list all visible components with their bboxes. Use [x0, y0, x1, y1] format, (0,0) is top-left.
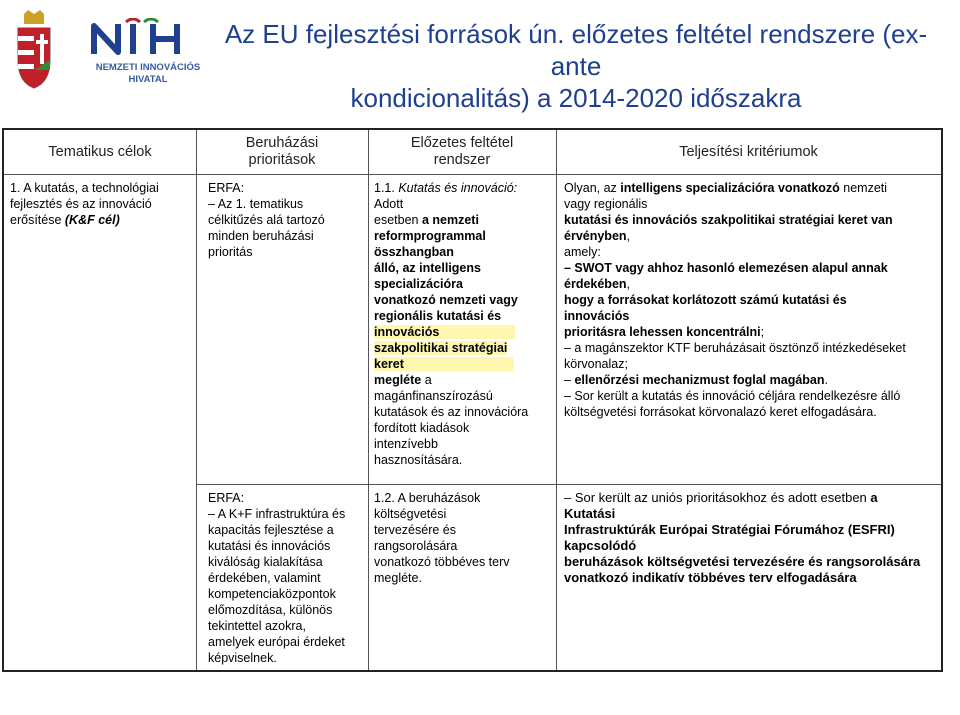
header-fulfilment-criteria: Teljesítési kritériumok: [679, 143, 818, 160]
ex-ante-condition-cell-2: 1.2. A beruházások költségvetési tervezésére és rangsorolására vonatkozó többéves terv megléte.: [374, 491, 510, 585]
header: [0, 0, 960, 128]
row-divider: [196, 484, 941, 485]
thematic-goal-cell: 1. A kutatás, a technológiai fejlesztés és az innováció erősítése (K&F cél): [10, 181, 159, 227]
title-line1: Az EU fejlesztési források ún. előzetes feltétel rendszere (ex-ante: [224, 19, 928, 81]
page-title: [200, 18, 952, 114]
col-divider-1: [196, 130, 197, 670]
investment-priority-cell-1: ERFA: – Az 1. tematikus célkitűzés alá tartozó minden beruházási prioritás: [208, 181, 325, 259]
col-divider-3: [556, 130, 557, 670]
fulfilment-criteria-cell-1: Olyan, az intelligens specializációra vonatkozó nemzeti vagy regionális kutatási és innovációs szakpolitikai stratégiai keret van érvényben, amely: – SWOT vagy ahhoz hasonló elemezésen alapul annak érdekében, hogy a forrásokat korlátozott számú kutatási és innovációs prioritásra lehessen koncentrálni; – a magánszektor KTF beruházásait ösztönző intézkedéseket körvonalaz; – ellenőrzési mechanizmust foglal magában. – Sor került a kutatás és innováció céljára rendelkezésre álló költségvetési forrásokat körvonalazó keret elfogadására.: [564, 181, 906, 419]
ex-ante-condition-cell-1: 1.1. Kutatás és innováció: Adott esetben a nemzeti reformprogrammal összhangban álló, az intelligens specializációra vonatkozó nemzeti vagy regionális kutatási és innovációs szakpolitikai stratégiai keret megléte a magánfinanszírozású kutatások és az innovációra fordított kiadások intenzívebb hasznosítására.: [374, 181, 529, 467]
investment-priority-cell-2: ERFA: – A K+F infrastruktúra és kapacitás fejlesztése a kutatási és innovációs kiválóság kialakítása érdekében, valamint kompetenciaközpontok előmozdítása, különös tekintettel azokra, amelyek európai érdeket képviselnek.: [208, 491, 346, 665]
title-line2: kondicionalitás) a 2014-2020 időszakra: [350, 83, 802, 113]
fulfilment-criteria-cell-2: – Sor került az uniós prioritásokhoz és adott esetben a Kutatási Infrastruktúrák Európai Stratégiai Fórumához (ESFRI) kapcsolódó beruházások költségvetési tervezésére és rangsorolására vonatkozó indikatív többéves terv elfogadására: [564, 490, 921, 585]
nih-logo: [88, 18, 201, 98]
header-thematic-goals: Tematikus célok: [48, 143, 152, 160]
hungarian-coat-of-arms-icon: [14, 10, 54, 90]
highlight-2: szakpolitikai stratégiai: [374, 341, 508, 355]
col-divider-2: [368, 130, 369, 670]
org-name: [88, 62, 208, 86]
org-name-line1: NEMZETI INNOVÁCIÓS: [95, 62, 201, 73]
highlight-3: keret: [374, 357, 514, 371]
nih-logo-icon: [88, 18, 198, 58]
header-ex-ante-conditions: Előzetes feltétel rendszer: [410, 135, 514, 168]
highlight-1: innovációs: [374, 325, 515, 339]
header-divider: [4, 174, 941, 175]
org-name-line2: HIVATAL: [128, 74, 168, 85]
criteria-table: [2, 128, 943, 672]
header-investment-priorities: Beruházási prioritások: [245, 135, 319, 168]
